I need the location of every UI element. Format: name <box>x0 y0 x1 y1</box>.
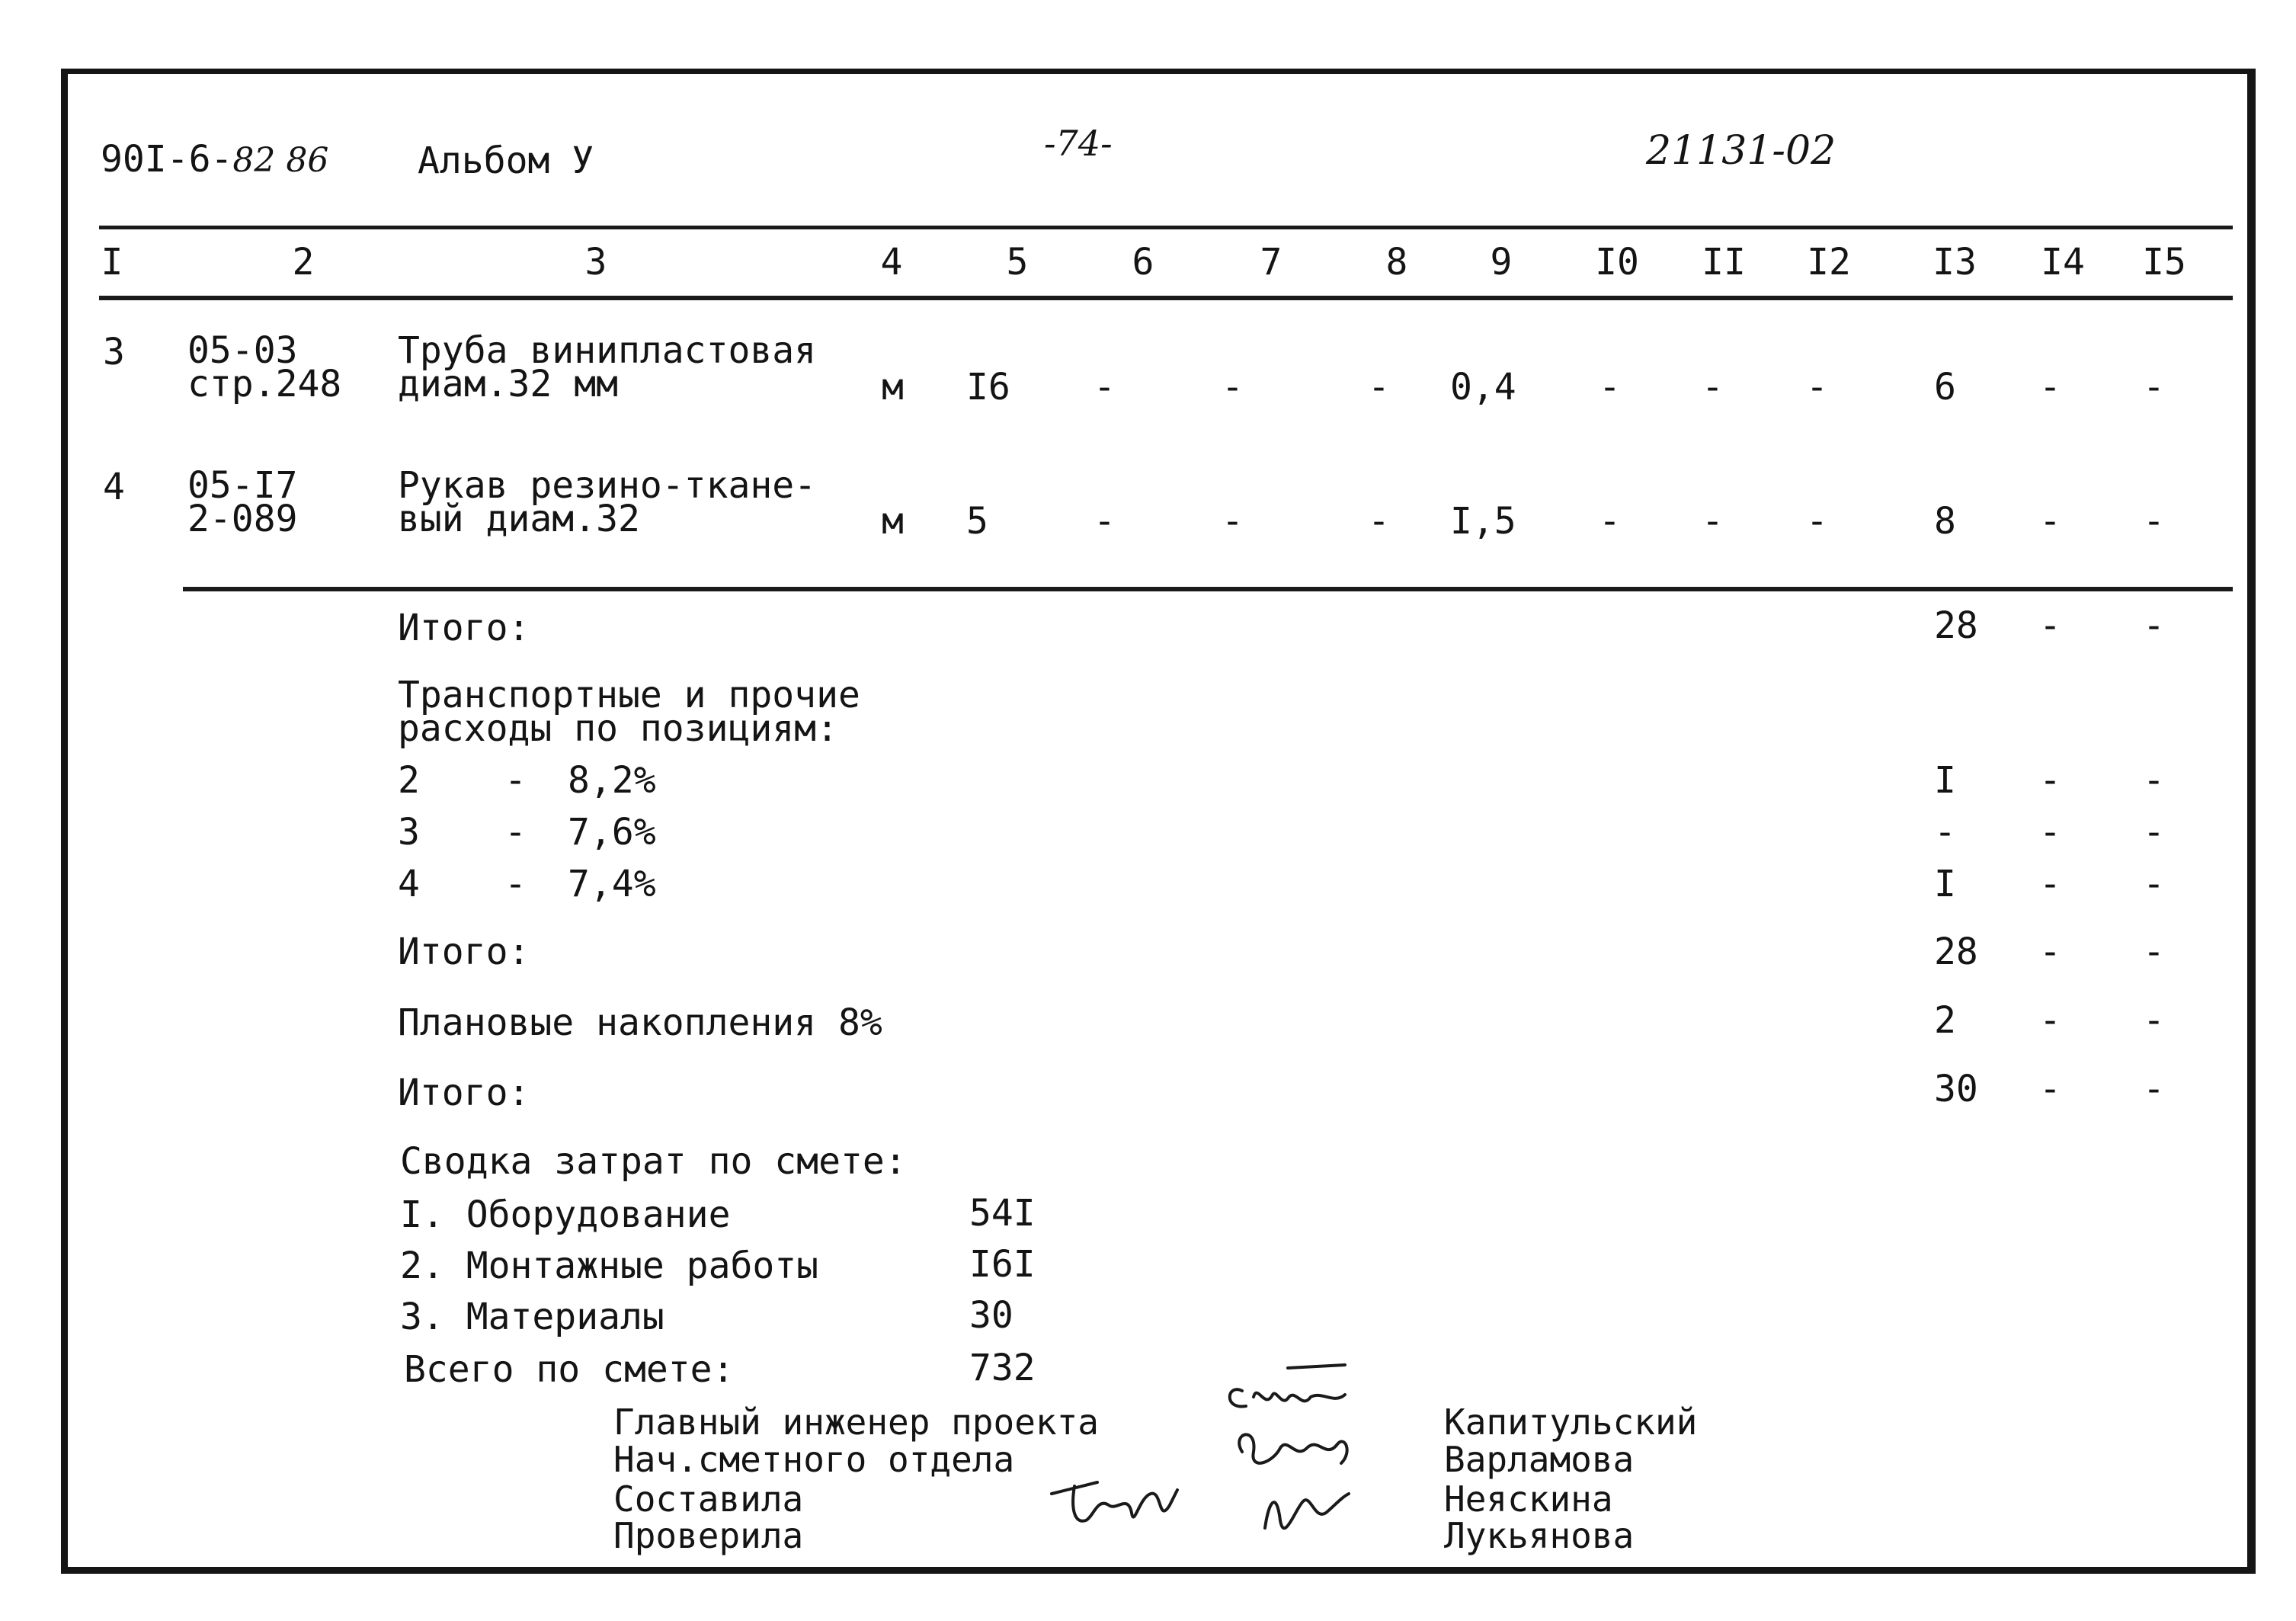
column-header: II <box>1702 241 1746 284</box>
transport-c13: I <box>1934 759 1956 802</box>
subtotal-label: Итого: <box>398 931 530 973</box>
subtotal-value: 28 <box>1934 931 1978 973</box>
transport-c15: - <box>2143 863 2165 905</box>
header-top-rule <box>99 226 2233 229</box>
handwritten-signature-2 <box>1044 1452 1219 1551</box>
signature-scribble <box>1230 1389 1345 1406</box>
row-cell: - <box>1368 500 1390 543</box>
signature-scribble <box>1288 1365 1345 1368</box>
subtotal-c15: - <box>2143 604 2165 647</box>
signature-role: Главный инженер проекта <box>613 1402 1099 1443</box>
row-cell: I,5 <box>1450 500 1516 543</box>
row-cell: 0,4 <box>1450 366 1516 408</box>
column-header: I <box>101 241 123 284</box>
transport-dash: - <box>504 811 527 854</box>
summary-total-label: Всего по смете: <box>404 1348 735 1391</box>
row-cell: - <box>1222 366 1244 408</box>
signature-scribble <box>1265 1494 1349 1528</box>
summary-item-value: I6I <box>969 1243 1036 1286</box>
document-code <box>101 138 329 181</box>
summary-item-label: I. Оборудование <box>400 1193 731 1236</box>
column-header: 3 <box>584 241 607 284</box>
summary-title: Сводка затрат по смете: <box>400 1140 907 1183</box>
page-number: -74- <box>1044 123 1113 164</box>
handwritten-signatures <box>1212 1337 1440 1559</box>
row-number: 4 <box>103 466 125 508</box>
subtotal-c15: - <box>2143 1068 2165 1110</box>
doc-number: 21131-02 <box>1646 128 1836 174</box>
row-number: 3 <box>103 331 125 373</box>
row-cell: - <box>1368 366 1390 408</box>
code-printed: 90I-6- <box>101 138 233 181</box>
transport-dash: - <box>504 759 527 802</box>
transport-c13: - <box>1934 811 1956 854</box>
transport-c14: - <box>2039 811 2061 854</box>
summary-item-label: 3. Материалы <box>400 1296 664 1338</box>
row-cell: - <box>2039 366 2061 408</box>
transport-pct: 8,2% <box>568 759 656 802</box>
row-code: 05-03 стр.248 <box>187 329 342 406</box>
subtotal-c14: - <box>2039 1068 2061 1110</box>
row-cell: 8 <box>1934 500 1956 543</box>
row-cell: - <box>1094 366 1116 408</box>
transport-label: Транспортные и прочие расходы по позициям: <box>398 674 860 751</box>
subtotal-label: Итого: <box>398 1072 530 1114</box>
row-cell: - <box>2143 366 2165 408</box>
subtotal-c15: - <box>2143 931 2165 973</box>
transport-pct: 7,4% <box>568 863 656 905</box>
signature-scribble <box>1052 1482 1177 1521</box>
summary-item-label: 2. Монтажные работы <box>400 1245 819 1287</box>
row-cell: - <box>1702 366 1724 408</box>
row-cell: - <box>1599 500 1621 543</box>
row-cell: - <box>1094 500 1116 543</box>
signature-name: Неяскина <box>1444 1478 1613 1520</box>
row-cell: 6 <box>1934 366 1956 408</box>
column-header: I5 <box>2142 241 2186 284</box>
transport-pct: 7,6% <box>568 811 656 854</box>
transport-c14: - <box>2039 759 2061 802</box>
signature-name: Варламова <box>1444 1439 1635 1480</box>
transport-pos: 4 <box>398 863 420 905</box>
row-cell: - <box>1599 366 1621 408</box>
column-header: I4 <box>2041 241 2085 284</box>
row-name: Труба винипластовая диам.32 мм <box>398 329 817 406</box>
subtotal-label: Итого: <box>398 607 530 649</box>
signature-role: Проверила <box>613 1515 804 1556</box>
row-code: 05-I7 2-089 <box>187 464 298 541</box>
signature-name: Лукьянова <box>1444 1515 1635 1556</box>
column-header: I3 <box>1933 241 1977 284</box>
row-unit: м <box>882 500 904 543</box>
column-header: 5 <box>1006 241 1029 284</box>
row-cell: I6 <box>966 366 1010 408</box>
header-bottom-rule <box>99 296 2233 300</box>
transport-c15: - <box>2143 811 2165 854</box>
transport-pos: 2 <box>398 759 420 802</box>
column-header: I2 <box>1807 241 1851 284</box>
subtotal-value: 28 <box>1934 604 1978 647</box>
summary-item-value: 30 <box>969 1294 1014 1337</box>
signature-role: Составила <box>613 1478 804 1520</box>
page-frame <box>61 69 2256 1574</box>
column-header: 9 <box>1490 241 1513 284</box>
summary-total-value: 732 <box>969 1347 1036 1389</box>
row-cell: - <box>1806 500 1828 543</box>
subtotal-value: 30 <box>1934 1068 1978 1110</box>
planned-savings-label: Плановые накопления 8% <box>398 1001 882 1044</box>
row-cell: - <box>1806 366 1828 408</box>
column-header: 8 <box>1385 241 1408 284</box>
signature-role: Нач.сметного отдела <box>613 1439 1015 1480</box>
row-cell: 5 <box>966 500 988 543</box>
album-label: Альбом У <box>418 139 594 182</box>
column-header: 4 <box>880 241 903 284</box>
subtotal-c14: - <box>2039 931 2061 973</box>
transport-dash: - <box>504 863 527 905</box>
column-header: I0 <box>1595 241 1639 284</box>
row-unit: м <box>882 366 904 408</box>
row-cell: - <box>2039 500 2061 543</box>
signature-scribble <box>1239 1434 1347 1463</box>
planned-c14: - <box>2039 999 2061 1042</box>
planned-savings-value: 2 <box>1934 999 1956 1042</box>
transport-c13: I <box>1934 863 1956 905</box>
row-cell: - <box>1702 500 1724 543</box>
subtotal-c14: - <box>2039 604 2061 647</box>
column-header: 7 <box>1260 241 1282 284</box>
column-header: 6 <box>1132 241 1154 284</box>
row-name: Рукав резино-ткане- вый диам.32 <box>398 464 817 541</box>
signature-name: Капитульский <box>1444 1402 1698 1443</box>
row-cell: - <box>1222 500 1244 543</box>
planned-c15: - <box>2143 999 2165 1042</box>
code-handwritten: 82 86 <box>232 141 329 180</box>
column-header: 2 <box>292 241 315 284</box>
summary-item-value: 54I <box>969 1192 1036 1235</box>
transport-pos: 3 <box>398 811 420 854</box>
totals-rule <box>183 587 2233 591</box>
row-cell: - <box>2143 500 2165 543</box>
transport-c15: - <box>2143 759 2165 802</box>
transport-c14: - <box>2039 863 2061 905</box>
